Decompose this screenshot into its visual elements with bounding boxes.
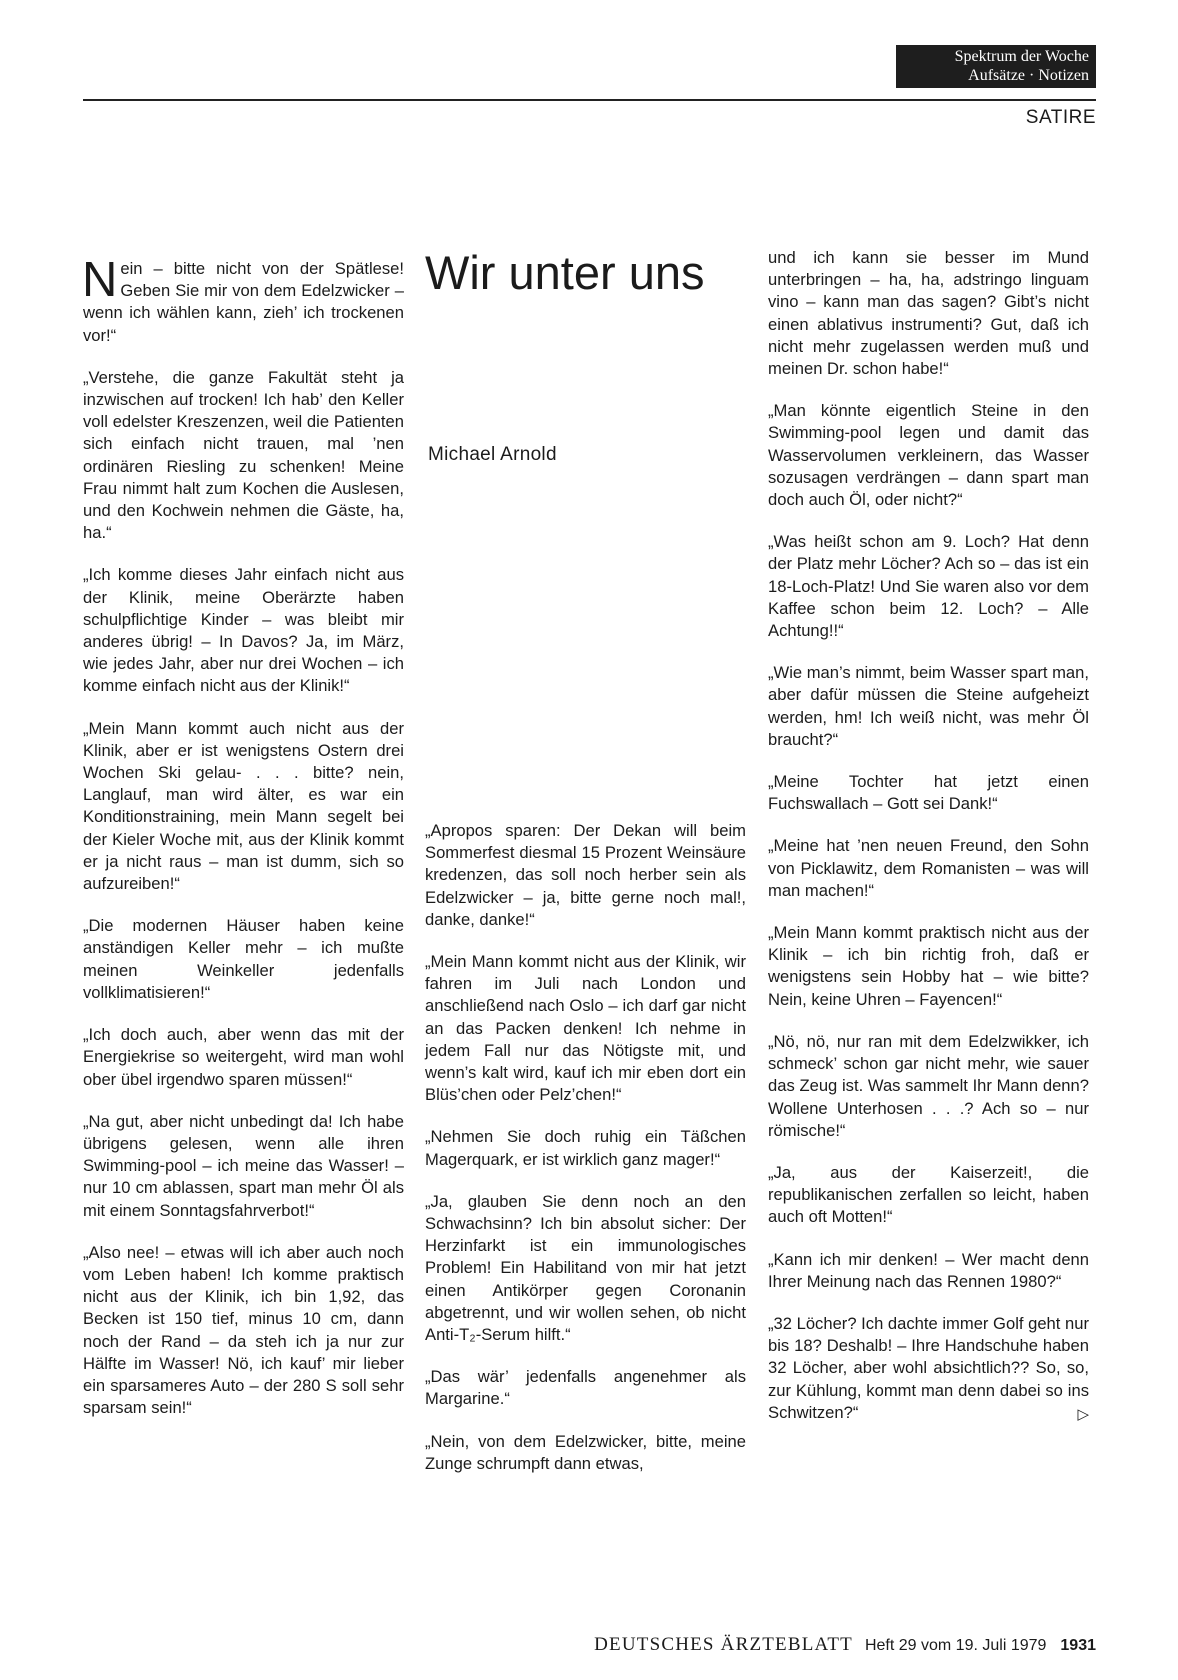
paragraph: „Kann ich mir denken! – Wer macht denn Ihrer Meinung nach das Rennen 1980?“ xyxy=(768,1249,1089,1291)
paragraph: „Die modernen Häuser haben keine anständigen Keller mehr – ich mußte meinen Weinkeller jedenfalls vollklimatisieren!“ xyxy=(83,916,404,1002)
paragraph: „Man könnte eigentlich Steine in den Swimming-pool legen und damit das Wasservolumen verkleinern, das Wasser sozusagen verdrängen – dann spart man doch auch Öl, oder nicht?“ xyxy=(768,401,1089,510)
text-column-1 xyxy=(82,253,404,1439)
section-kicker: SATIRE xyxy=(1025,107,1096,128)
paragraph: „Meine hat ’nen neuen Freund, den Sohn von Picklawitz, dem Romanisten – was will man machen!“ xyxy=(768,836,1089,900)
page-footer xyxy=(468,1634,1096,1656)
paragraph: „Nö, nö, nur ran mit dem Edelzwikker, ich schmeck’ schon gar nicht mehr, wie sauer das Zeug ist. Was sammelt Ihr Mann denn? Wollene Unterhosen . . .? Ach so – nur römische!“ xyxy=(768,1031,1089,1140)
article-title: Wir unter uns xyxy=(425,246,705,299)
paragraph: „Ich doch auch, aber wenn das mit der Energiekrise so weitergeht, wird man wohl ober übel irgendwo sparen müssen!“ xyxy=(83,1025,404,1089)
paragraph: „Wie man’s nimmt, beim Wasser spart man, aber dafür müssen die Steine aufgeheizt werden, hm! Ich weiß nicht, was mehr Öl braucht?“ xyxy=(768,663,1089,749)
text-column-2 xyxy=(425,820,746,1495)
paragraph: „Mein Mann kommt praktisch nicht aus der Klinik – ich bin richtig froh, daß er wenigstens sein Hobby hat – wie bitte? Nein, keine Uhren – Fayencen!“ xyxy=(768,923,1089,1009)
drop-cap: N xyxy=(82,253,118,307)
paragraph: „Na gut, aber nicht unbedingt da! Ich habe übrigens gelesen, wenn alle ihren Swimming-pool – ich meine das Wasser! – nur 10 cm ablassen, spart man mehr Öl als mit einem Sonntagsfahrverbot!“ xyxy=(83,1111,404,1220)
article-author: Michael Arnold xyxy=(428,444,557,465)
paragraph: „Ja, aus der Kaiserzeit!, die republikanischen zerfallen so leicht, haben auch oft Motten!“ xyxy=(768,1162,1089,1227)
page-number: 1931 xyxy=(1060,1637,1096,1654)
paragraph: Nein – bitte nicht von der Spätlese! Geben Sie mir von dem Edelzwicker – wenn ich wählen kann, zieh’ ich trockenen vor!“ xyxy=(82,253,404,345)
header-rule xyxy=(83,99,1096,101)
paragraph: „Was heißt schon am 9. Loch? Hat denn der Platz mehr Löcher? Ach so – das ist ein 18-Loch-Platz! Und Sie waren also vor dem Kaffee schon beim 12. Loch? – Alle Achtung!!“ xyxy=(768,532,1089,641)
paragraph: „Ich komme dieses Jahr einfach nicht aus der Klinik, meine Oberärzte haben schulpflichtige Kinder – was bleibt mir anderes übrig! – In Davos? Ja, im März, wie jedes Jahr, aber nur drei Wochen – ich komme einfach nicht aus der Klinik!“ xyxy=(83,565,404,696)
paragraph: „Ja, glauben Sie denn noch an den Schwachsinn? Ich bin absolut sicher: Der Herzinfarkt ist ein immunologisches Problem! Ein Habilitand von mir hat jetzt einen Antikörper gegen Coronanin abgetrennt, und wir wollen sehen, ob nicht Anti-T₂-Serum hilft.“ xyxy=(425,1191,746,1345)
section-label-line1: Spektrum der Woche xyxy=(954,48,1089,65)
paragraph: „Apropos sparen: Der Dekan will beim Sommerfest diesmal 15 Prozent Weinsäure kredenzen, das soll noch herber sein als Edelzwicker – ja, bitte gerne noch mal!, danke, danke!“ xyxy=(425,821,746,929)
journal-name: DEUTSCHES ÄRZTEBLATT xyxy=(594,1634,853,1655)
section-label xyxy=(896,45,1096,88)
paragraph: „Mein Mann kommt auch nicht aus der Klinik, aber er ist wenigstens Ostern drei Wochen Ski gelau- . . . bitte? nein, Langlauf, man wird älter, es war ein Konditionstraining, mein Mann segelt bei der Kieler Woche mit, aus der Klinik kommt er ja nicht raus – man ist dumm, sich so aufzureiben!“ xyxy=(83,718,404,894)
paragraph: „Also nee! – etwas will ich aber auch noch vom Leben haben! Ich komme praktisch nicht aus der Klinik, ich bin 1,92, das Becken ist 150 tief, minus 10 cm, dann noch der Rand – da steh ich ja nur zur Hälfte im Wasser! Nö, ich kauf’ mir lieber ein sparsameres Auto – der 280 S soll sehr sparsam sein!“ xyxy=(83,1242,404,1418)
paragraph: „Nein, von dem Edelzwicker, bitte, meine Zunge schrumpft dann etwas, xyxy=(425,1431,746,1473)
paragraph: „Mein Mann kommt nicht aus der Klinik, wir fahren im Juli nach London und anschließend nach Oslo – ich darf gar nicht an das Packen denken! Ich nehme in jedem Fall nur das Nötigste mit, und wenn’s kalt wird, kauf ich mir eben dort ein Blüs’chen oder Pelz’chen!“ xyxy=(425,952,746,1105)
issue-info: Heft 29 vom 19. Juli 1979 xyxy=(864,1637,1047,1654)
paragraph: „Verstehe, die ganze Fakultät steht ja inzwischen auf trocken! Ich hab’ den Keller voll edelster Kreszenzen, weil die Patienten sich einfach nicht trauen, mal ’nen ordinären Riesling zu schenken! Meine Frau nimmt halt zum Kochen die Auslesen, und den Kochwein nehmen die Gäste, ha, ha.“ xyxy=(83,367,404,543)
paragraph: „Meine Tochter hat jetzt einen Fuchswallach – Gott sei Dank!“ xyxy=(768,772,1089,814)
paragraph: und ich kann sie besser im Mund unterbringen – ha, ha, adstringo linguam vino – kann man das sagen? Gibt’s nicht einen ablativus instrumenti? Gut, daß ich nicht mehr zugelassen werden muß und meinen Dr. schon habe!“ xyxy=(768,248,1089,379)
paragraph: „Das wär’ jedenfalls angenehmer als Margarine.“ xyxy=(425,1367,746,1409)
text-column-3 xyxy=(768,247,1089,1444)
section-label-line2: Aufsätze · Notizen xyxy=(968,67,1089,84)
paragraph: „32 Löcher? Ich dachte immer Golf geht nur bis 18? Deshalb! – Ihre Handschuhe haben 32 Löcher, aber wohl absichtlich?? So, so, zur Kühlung, kommt man denn dabei so ins Schwitzen?“ ▷ xyxy=(768,1313,1089,1424)
continue-arrow-icon: ▷ xyxy=(1077,1405,1089,1423)
paragraph: „Nehmen Sie doch ruhig ein Täßchen Magerquark, er ist wirklich ganz mager!“ xyxy=(425,1127,746,1169)
